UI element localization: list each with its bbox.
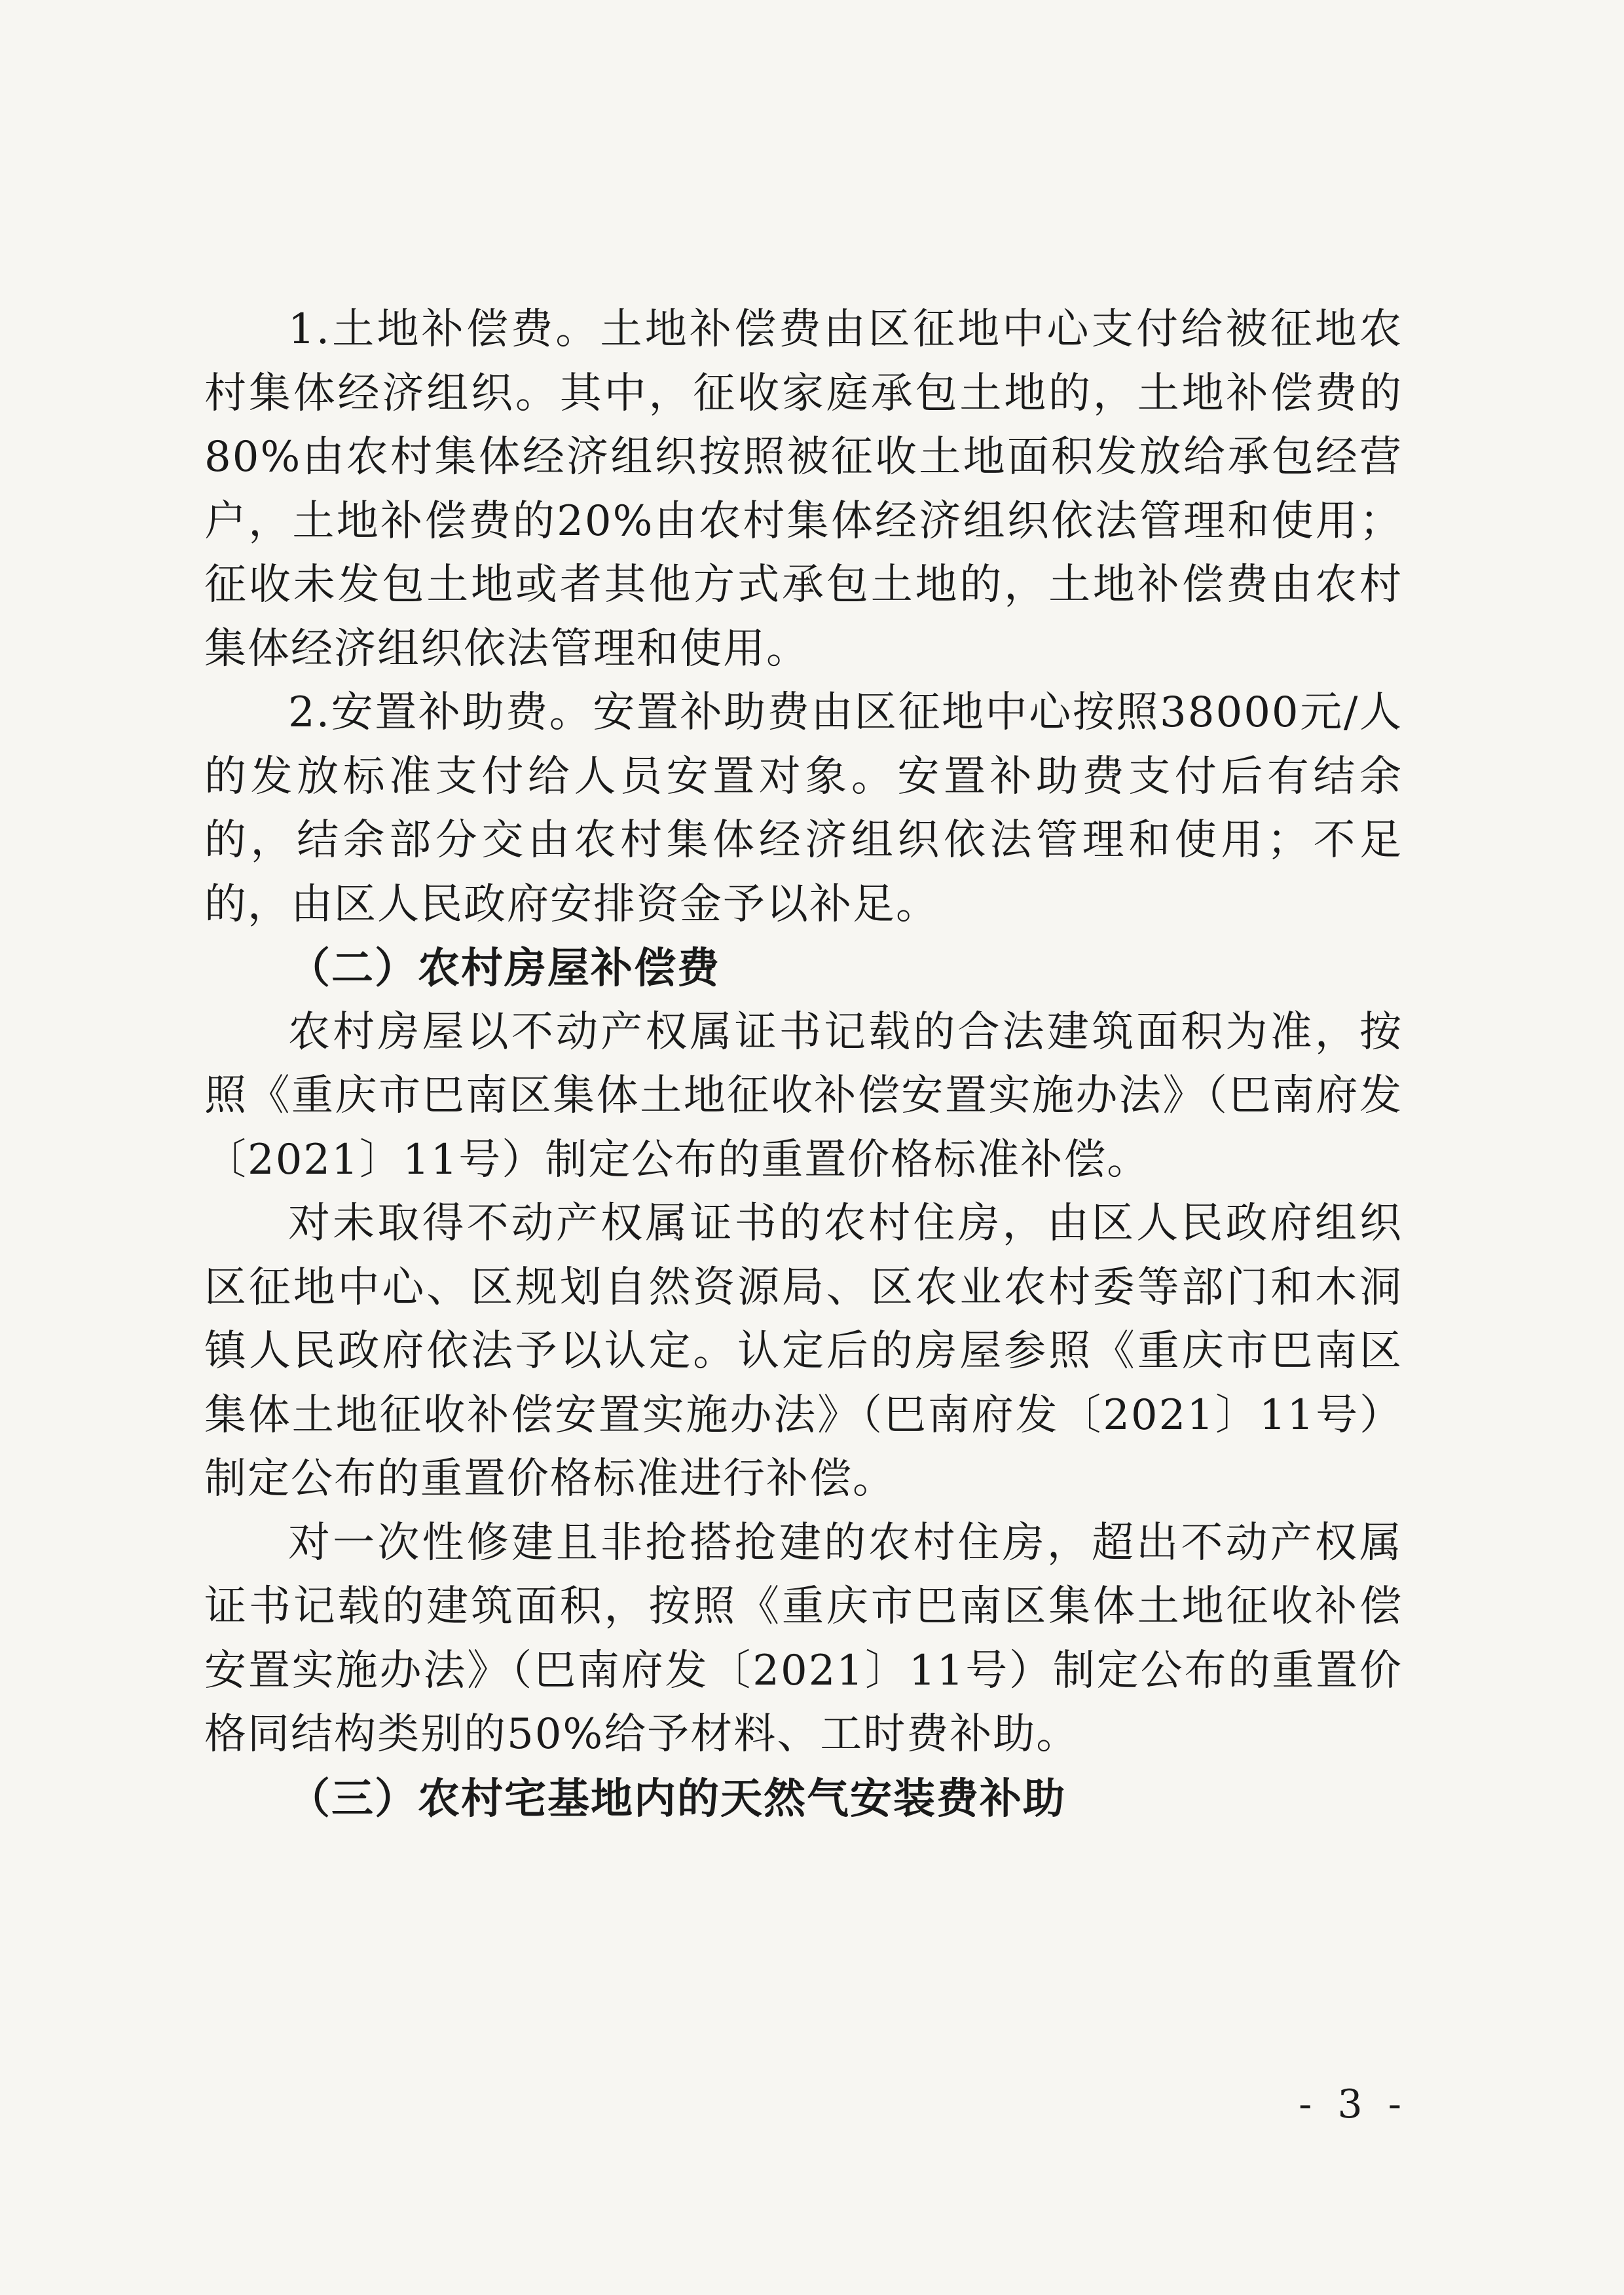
section-heading-gas-installation: （三）农村宅基地内的天然气安装费补助 bbox=[288, 1774, 1066, 1823]
paragraph-land-compensation: 1.土地补偿费。土地补偿费由区征地中心支付给被征地农村集体经济组织。其中，征收家庭承包土地的，土地补偿费的80%由农村集体经济组织按照被征收土地面积发放给承包经营户，土地补偿费的20%由农村集体经济组织依法管理和使用；征收未发包土地或者其他方式承包土地的，土地补偿费由农村集体经济组织依法管理和使用。 bbox=[204, 305, 1403, 673]
paragraph-uncertified-housing: 对未取得不动产权属证书的农村住房，由区人民政府组织区征地中心、区规划自然资源局、区农业农村委等部门和木洞镇人民政府依法予以认定。认定后的房屋参照《重庆市巴南区集体土地征收补偿安置实施办法》（巴南府发〔2021〕11号）制定公布的重置价格标准进行补偿。 bbox=[204, 1199, 1403, 1503]
paragraph-excess-area-subsidy: 对一次性修建且非抢搭抢建的农村住房，超出不动产权属证书记载的建筑面积，按照《重庆市巴南区集体土地征收补偿安置实施办法》（巴南府发〔2021〕11号）制定公布的重置价格同结构类别的50%给予材料、工时费补助。 bbox=[204, 1518, 1403, 1759]
document-body bbox=[204, 298, 1403, 1831]
paragraph-resettlement-subsidy: 2.安置补助费。安置补助费由区征地中心按照38000元/人的发放标准支付给人员安置对象。安置补助费支付后有结余的，结余部分交由农村集体经济组织依法管理和使用；不足的，由区人民政府安排资金予以补足。 bbox=[204, 688, 1403, 929]
page-number: - 3 - bbox=[1299, 2081, 1408, 2127]
section-heading-house-compensation: （二）农村房屋补偿费 bbox=[288, 944, 720, 993]
paragraph-house-compensation-standard: 农村房屋以不动产权属证书记载的合法建筑面积为准，按照《重庆市巴南区集体土地征收补偿安置实施办法》（巴南府发〔2021〕11号）制定公布的重置价格标准补偿。 bbox=[204, 1007, 1403, 1184]
